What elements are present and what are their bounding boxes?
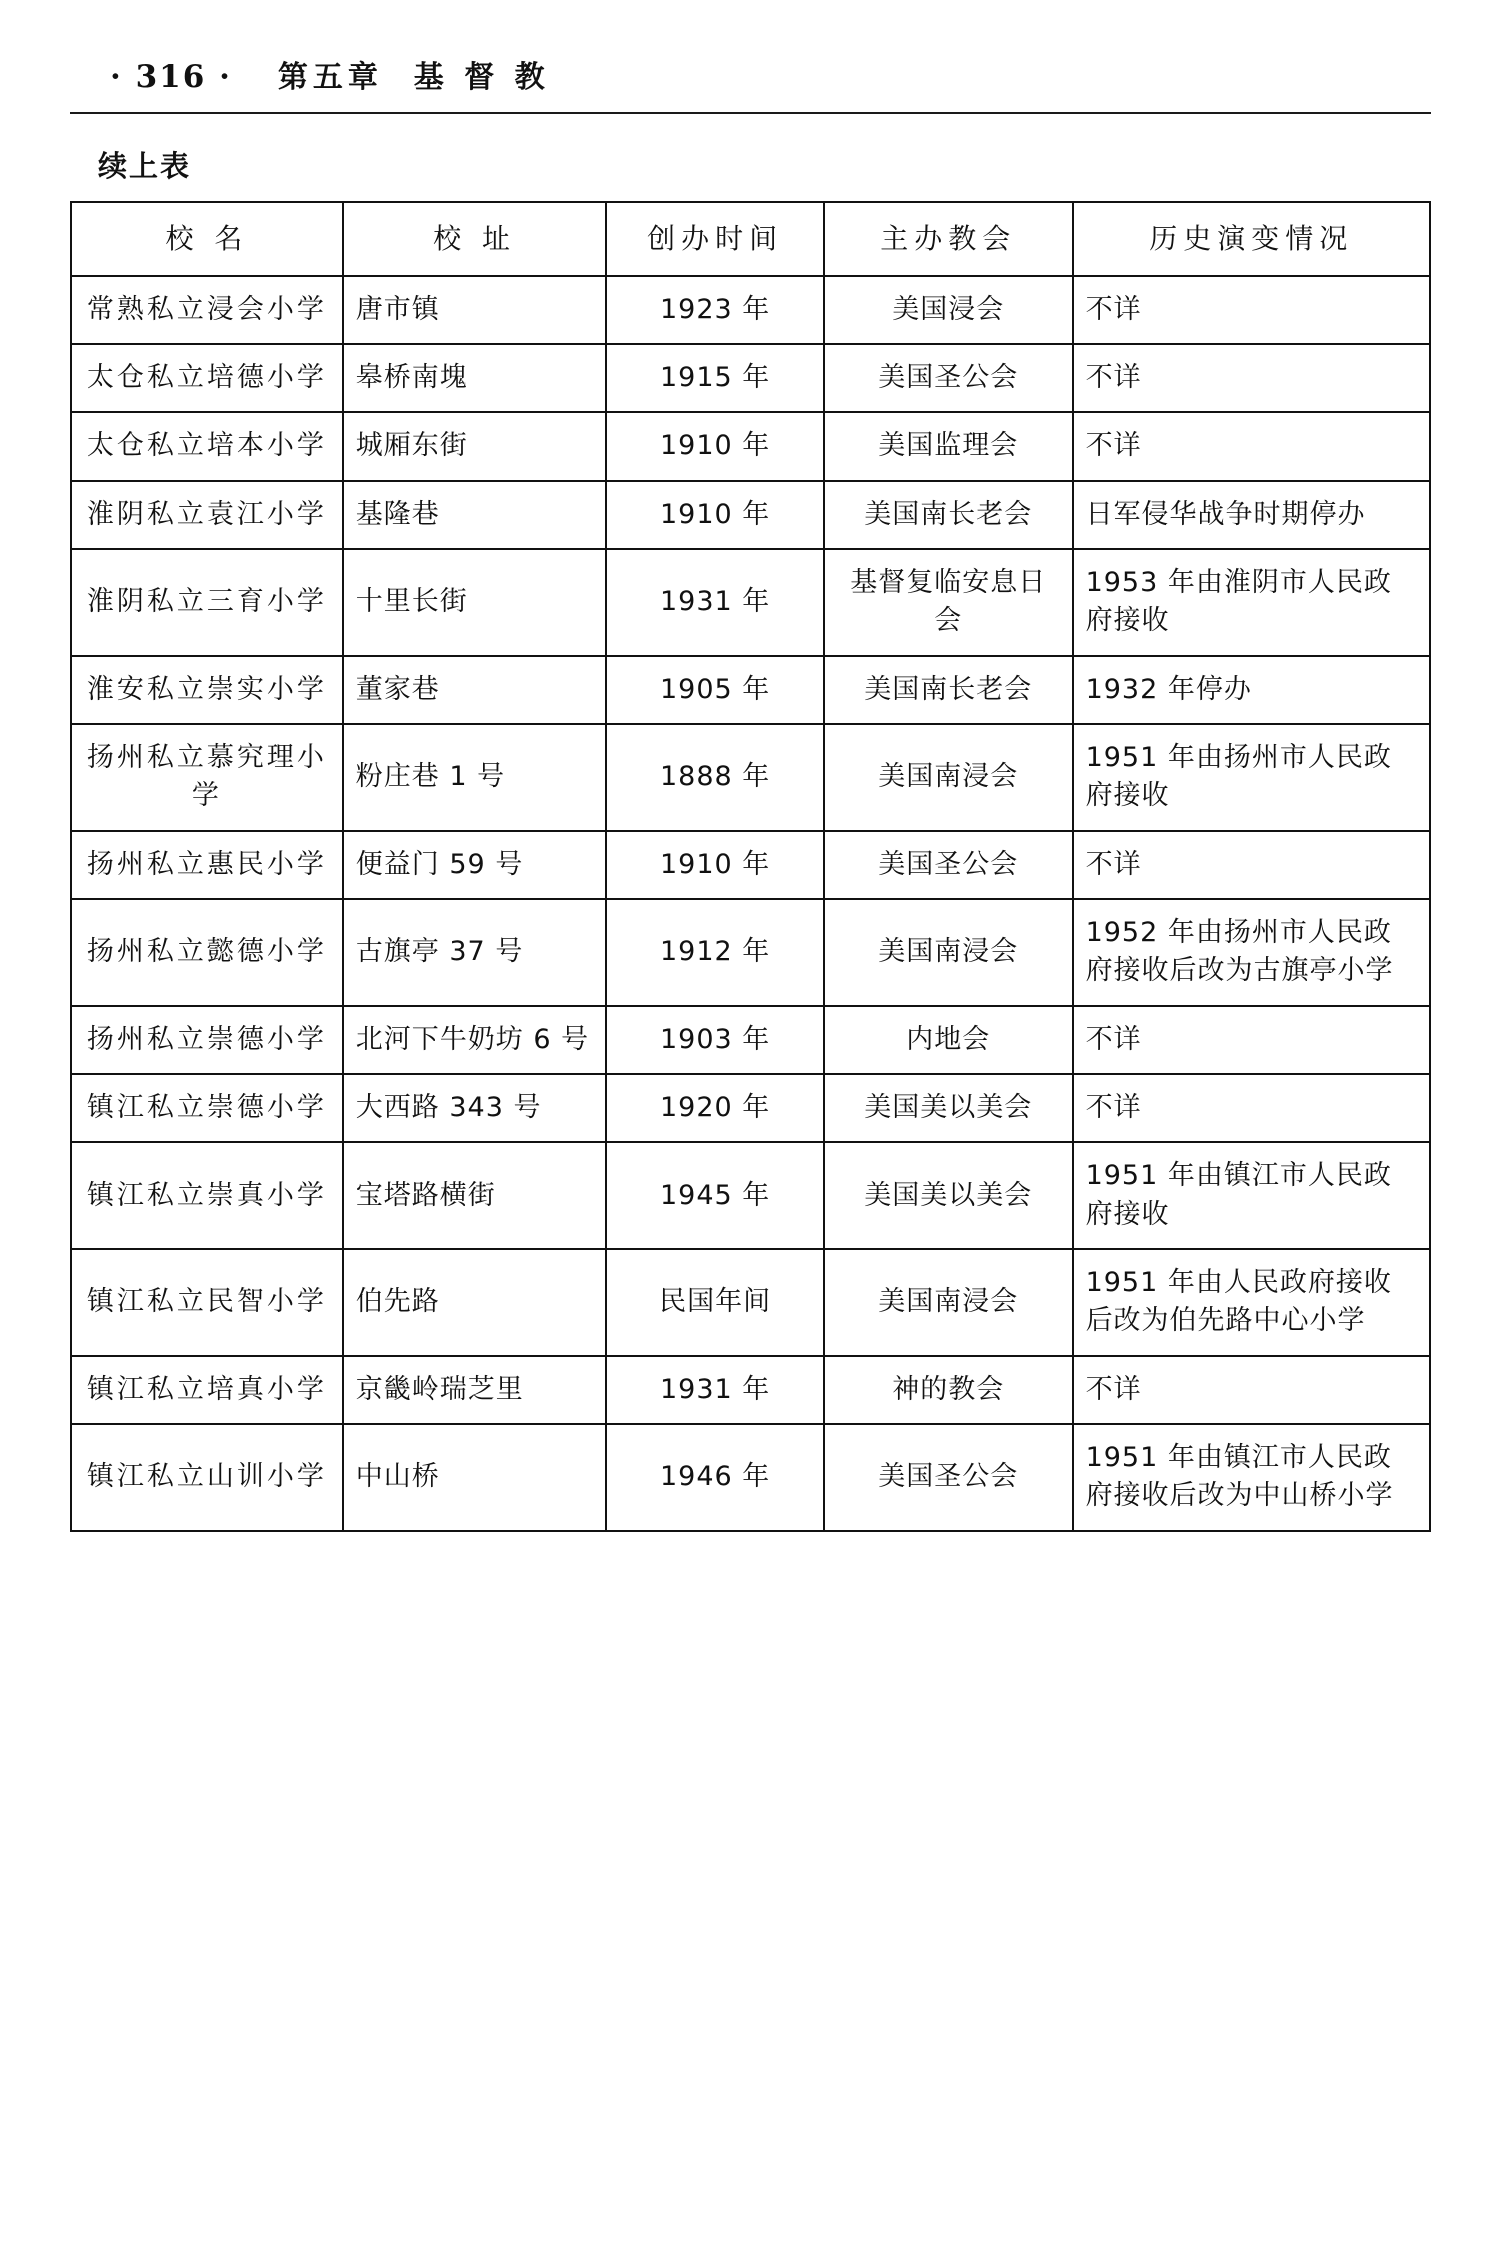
cell-history: 不详 xyxy=(1073,276,1430,344)
header-rule xyxy=(70,112,1431,114)
cell-school-name: 淮阴私立三育小学 xyxy=(71,549,343,656)
cell-founding-year: 1931 年 xyxy=(606,1356,823,1424)
cell-history: 不详 xyxy=(1073,1074,1430,1142)
cell-founding-year: 1910 年 xyxy=(606,831,823,899)
cell-history: 不详 xyxy=(1073,831,1430,899)
cell-founding-year: 民国年间 xyxy=(606,1249,823,1356)
cell-history: 1951 年由镇江市人民政府接收 xyxy=(1073,1142,1430,1249)
cell-school-address: 皋桥南塊 xyxy=(343,344,607,412)
cell-school-name: 淮安私立崇实小学 xyxy=(71,656,343,724)
cell-school-address: 唐市镇 xyxy=(343,276,607,344)
column-header-name: 校 名 xyxy=(71,202,343,276)
cell-founding-year: 1920 年 xyxy=(606,1074,823,1142)
cell-founding-year: 1912 年 xyxy=(606,899,823,1006)
cell-sponsor-church: 美国南浸会 xyxy=(824,1249,1073,1356)
cell-school-address: 中山桥 xyxy=(343,1424,607,1531)
cell-history: 不详 xyxy=(1073,412,1430,480)
cell-school-name: 扬州私立惠民小学 xyxy=(71,831,343,899)
cell-history: 不详 xyxy=(1073,344,1430,412)
cell-sponsor-church: 内地会 xyxy=(824,1006,1073,1074)
table-row xyxy=(71,276,1430,344)
cell-sponsor-church: 美国南浸会 xyxy=(824,899,1073,1006)
cell-sponsor-church: 美国监理会 xyxy=(824,412,1073,480)
cell-history: 1953 年由淮阴市人民政府接收 xyxy=(1073,549,1430,656)
cell-history: 1951 年由镇江市人民政府接收后改为中山桥小学 xyxy=(1073,1424,1430,1531)
cell-school-name: 镇江私立崇德小学 xyxy=(71,1074,343,1142)
cell-founding-year: 1905 年 xyxy=(606,656,823,724)
cell-sponsor-church: 美国南长老会 xyxy=(824,656,1073,724)
column-header-church: 主办教会 xyxy=(824,202,1073,276)
cell-school-address: 基隆巷 xyxy=(343,481,607,549)
cell-history: 1951 年由人民政府接收后改为伯先路中心小学 xyxy=(1073,1249,1430,1356)
cell-founding-year: 1945 年 xyxy=(606,1142,823,1249)
table-row xyxy=(71,656,1430,724)
cell-founding-year: 1946 年 xyxy=(606,1424,823,1531)
cell-school-address: 宝塔路横街 xyxy=(343,1142,607,1249)
cell-school-address: 城厢东街 xyxy=(343,412,607,480)
table-row xyxy=(71,1006,1430,1074)
cell-history: 日军侵华战争时期停办 xyxy=(1073,481,1430,549)
cell-school-address: 董家巷 xyxy=(343,656,607,724)
column-header-year: 创办时间 xyxy=(606,202,823,276)
cell-sponsor-church: 神的教会 xyxy=(824,1356,1073,1424)
cell-school-name: 扬州私立慕究理小学 xyxy=(71,724,343,831)
table-header-row xyxy=(71,202,1430,276)
cell-school-address: 伯先路 xyxy=(343,1249,607,1356)
table-row xyxy=(71,412,1430,480)
table-row xyxy=(71,831,1430,899)
cell-history: 1951 年由扬州市人民政府接收 xyxy=(1073,724,1430,831)
table-row xyxy=(71,1424,1430,1531)
cell-sponsor-church: 美国圣公会 xyxy=(824,1424,1073,1531)
cell-school-name: 淮阴私立袁江小学 xyxy=(71,481,343,549)
cell-school-name: 扬州私立懿德小学 xyxy=(71,899,343,1006)
cell-founding-year: 1910 年 xyxy=(606,412,823,480)
cell-school-address: 十里长街 xyxy=(343,549,607,656)
table-row xyxy=(71,481,1430,549)
cell-school-name: 太仓私立培本小学 xyxy=(71,412,343,480)
cell-school-name: 镇江私立崇真小学 xyxy=(71,1142,343,1249)
cell-school-address: 粉庄巷 1 号 xyxy=(343,724,607,831)
table-container xyxy=(70,201,1431,1532)
cell-sponsor-church: 美国圣公会 xyxy=(824,831,1073,899)
cell-sponsor-church: 美国圣公会 xyxy=(824,344,1073,412)
table-row xyxy=(71,1249,1430,1356)
cell-founding-year: 1910 年 xyxy=(606,481,823,549)
cell-founding-year: 1915 年 xyxy=(606,344,823,412)
cell-founding-year: 1923 年 xyxy=(606,276,823,344)
cell-school-name: 镇江私立民智小学 xyxy=(71,1249,343,1356)
table-row xyxy=(71,1074,1430,1142)
cell-sponsor-church: 美国南浸会 xyxy=(824,724,1073,831)
cell-school-address: 北河下牛奶坊 6 号 xyxy=(343,1006,607,1074)
running-head xyxy=(0,0,1501,96)
cell-school-address: 京畿岭瑞芝里 xyxy=(343,1356,607,1424)
cell-history: 1932 年停办 xyxy=(1073,656,1430,724)
cell-sponsor-church: 美国浸会 xyxy=(824,276,1073,344)
chapter-title: 第五章 基 督 教 xyxy=(277,60,550,95)
cell-history: 1952 年由扬州市人民政府接收后改为古旗亭小学 xyxy=(1073,899,1430,1006)
table-row xyxy=(71,549,1430,656)
continued-table-label: 续上表 xyxy=(98,149,192,183)
table-row xyxy=(71,1142,1430,1249)
cell-founding-year: 1931 年 xyxy=(606,549,823,656)
cell-school-name: 扬州私立崇德小学 xyxy=(71,1006,343,1074)
table-row xyxy=(71,344,1430,412)
cell-school-name: 太仓私立培德小学 xyxy=(71,344,343,412)
table-body xyxy=(71,276,1430,1531)
schools-table xyxy=(70,201,1431,1532)
cell-school-address: 便益门 59 号 xyxy=(343,831,607,899)
cell-school-name: 镇江私立山训小学 xyxy=(71,1424,343,1531)
table-row xyxy=(71,724,1430,831)
column-header-address: 校 址 xyxy=(343,202,607,276)
cell-founding-year: 1903 年 xyxy=(606,1006,823,1074)
cell-sponsor-church: 美国美以美会 xyxy=(824,1142,1073,1249)
cell-school-address: 大西路 343 号 xyxy=(343,1074,607,1142)
cell-founding-year: 1888 年 xyxy=(606,724,823,831)
column-header-history: 历史演变情况 xyxy=(1073,202,1430,276)
page-number: · 316 · xyxy=(110,59,232,95)
cell-sponsor-church: 美国美以美会 xyxy=(824,1074,1073,1142)
cell-school-address: 古旗亭 37 号 xyxy=(343,899,607,1006)
table-row xyxy=(71,899,1430,1006)
cell-school-name: 镇江私立培真小学 xyxy=(71,1356,343,1424)
cell-history: 不详 xyxy=(1073,1006,1430,1074)
cell-history: 不详 xyxy=(1073,1356,1430,1424)
cell-sponsor-church: 美国南长老会 xyxy=(824,481,1073,549)
cell-school-name: 常熟私立浸会小学 xyxy=(71,276,343,344)
table-row xyxy=(71,1356,1430,1424)
cell-sponsor-church: 基督复临安息日会 xyxy=(824,549,1073,656)
